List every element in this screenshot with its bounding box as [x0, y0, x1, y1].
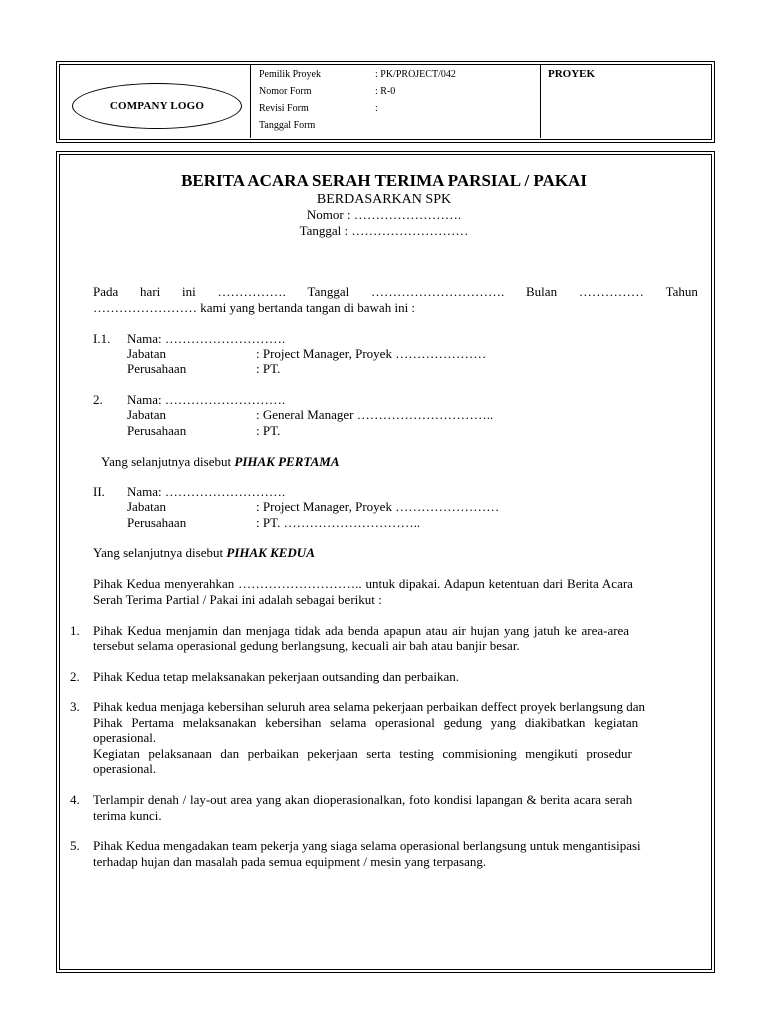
party2-perusahaan-value: : PT. …………………………..: [256, 515, 421, 530]
handover-line-2: Serah Terima Partial / Pakai ini adalah sebagai berikut :: [93, 592, 382, 607]
party1-2-jabatan-value: : General Manager …………………………..: [256, 407, 494, 422]
item-5-line-1: Pihak Kedua mengadakan team pekerja yang siaga selama operasional berlangsung untuk mengantisipasi: [93, 838, 641, 853]
item-3-line-5: operasional.: [93, 761, 157, 776]
doc-title: BERITA ACARA SERAH TERIMA PARSIAL / PAKAI: [181, 171, 587, 190]
item-1-line-2: tersebut selama operasional gedung berlangsung, kecuali air bah atau banjir besar.: [93, 638, 520, 653]
item-2-num: 2.: [70, 669, 80, 684]
item-4-line-2: terima kunci.: [93, 808, 162, 823]
intro-word: hari: [140, 284, 161, 299]
intro-word: Pada: [93, 284, 119, 299]
company-logo-text: COMPANY LOGO: [109, 100, 205, 112]
item-5-num: 5.: [70, 838, 80, 853]
header-divider-left: [250, 64, 251, 138]
pihak-pertama-label: PIHAK PERTAMA: [234, 454, 340, 469]
intro-word: ……………: [578, 284, 644, 299]
item-2-line-1: Pihak Kedua tetap melaksanakan pekerjaan outsanding dan perbaikan.: [93, 669, 460, 684]
company-logo: [72, 83, 242, 129]
intro-word: ini: [182, 284, 196, 299]
pihak-pertama-line: [101, 454, 340, 470]
intro-line-1: [93, 284, 698, 300]
header-field-value-nomor: : R-0: [375, 86, 396, 97]
item-1-line-1: Pihak Kedua menjamin dan menjaga tidak ada benda apapun atau air hujan yang jatuh ke area-area: [93, 623, 630, 638]
party1-1-jabatan-label: Jabatan: [127, 346, 166, 361]
party1-1-jabatan-value: : Project Manager, Proyek …………………: [256, 346, 487, 361]
intro-line-2: …………………… kami yang bertanda tangan di bawah ini :: [93, 300, 416, 315]
handover-line-1: Pihak Kedua menyerahkan ……………………….. untuk dipakai. Adapun ketentuan dari Berita Acara: [93, 576, 633, 591]
party1-1-num: I.1.: [93, 331, 111, 346]
party1-2-num: 2.: [93, 392, 103, 407]
item-3-line-1: Pihak kedua menjaga kebersihan seluruh area selama pekerjaan perbaikan deffect proyek berlangsung dan: [93, 699, 646, 714]
item-3-num: 3.: [70, 699, 80, 714]
party1-2-jabatan-label: Jabatan: [127, 407, 166, 422]
header-field-value-revisi: :: [375, 103, 378, 114]
item-3-line-2: Pihak Pertama melaksanakan kebersihan selama operasional gedung yang diakibatkan kegiatan: [93, 715, 639, 730]
header-field-label-nomor: Nomor Form: [259, 86, 312, 97]
pihak-pertama-prefix: Yang selanjutnya disebut: [101, 454, 235, 469]
doc-subtitle: BERDASARKAN SPK: [316, 192, 452, 207]
party2-num: II.: [93, 484, 105, 499]
item-3-line-3: operasional.: [93, 730, 157, 745]
intro-word: ………………………….: [371, 284, 505, 299]
party1-2-perusahaan-label: Perusahaan: [127, 423, 187, 438]
header-field-label-pemilik: Pemilik Proyek: [259, 69, 321, 80]
party1-2-nama: Nama: ……………………….: [127, 392, 286, 407]
party2-perusahaan-label: Perusahaan: [127, 515, 187, 530]
party2-nama: Nama: ……………………….: [127, 484, 286, 499]
header-field-label-revisi: Revisi Form: [259, 103, 309, 114]
intro-word: Tanggal: [307, 284, 350, 299]
header-proyek-label: PROYEK: [548, 68, 596, 80]
doc-tanggal: Tanggal : ………………………: [299, 223, 469, 238]
pihak-kedua-prefix: Yang selanjutnya disebut: [93, 545, 227, 560]
item-1-num: 1.: [70, 623, 80, 638]
item-3-line-4: Kegiatan pelaksanaan dan perbaikan pekerjaan serta testing commisioning mengikuti prosedur: [93, 746, 632, 761]
intro-word: …………….: [217, 284, 286, 299]
intro-word: Bulan: [526, 284, 558, 299]
party1-1-perusahaan-label: Perusahaan: [127, 361, 187, 376]
item-4-num: 4.: [70, 792, 80, 807]
item-4-line-1: Terlampir denah / lay-out area yang akan dioperasionalkan, foto kondisi lapangan & berita acara serah: [93, 792, 633, 807]
item-5-line-2: terhadap hujan dan masalah pada semua equipment / mesin yang terpasang.: [93, 854, 487, 869]
party2-jabatan-label: Jabatan: [127, 499, 166, 514]
pihak-kedua-label: PIHAK KEDUA: [226, 545, 315, 560]
party1-2-perusahaan-value: : PT.: [256, 423, 281, 438]
party1-1-nama: Nama: ……………………….: [127, 331, 286, 346]
header-field-label-tanggal: Tanggal Form: [259, 120, 316, 131]
intro-word: Tahun: [665, 284, 698, 299]
header-divider-right: [540, 64, 541, 138]
party1-1-perusahaan-value: : PT.: [256, 361, 281, 376]
party2-jabatan-value: : Project Manager, Proyek ……………………: [256, 499, 500, 514]
pihak-kedua-line: [93, 545, 315, 561]
header-field-value-pemilik: : PK/PROJECT/042: [375, 69, 456, 80]
doc-nomor: Nomor : …………………….: [306, 207, 462, 222]
